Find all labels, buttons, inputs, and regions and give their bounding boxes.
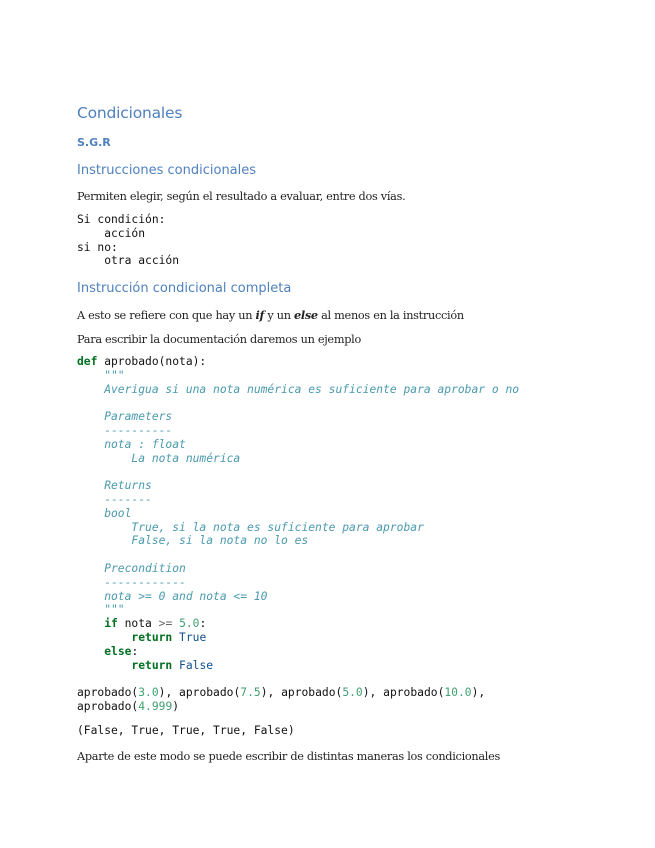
author-initials: S.G.R	[77, 136, 111, 149]
pseudocode-block	[77, 213, 179, 268]
condition-variable: nota	[117, 617, 159, 631]
colon: :	[131, 644, 139, 658]
docstring-line: nota >= 0 and nota <= 10	[77, 589, 268, 603]
call-argument: 5.0	[342, 686, 363, 699]
text-segment: A esto se refiere con que hay un	[77, 309, 256, 322]
comparison-operator: >=	[158, 617, 173, 631]
pseudocode-line: acción	[77, 226, 146, 240]
colon: :	[199, 617, 207, 631]
pseudocode-line: otra acción	[77, 254, 180, 268]
false-literal: False	[179, 658, 214, 672]
function-name: aprobado	[77, 699, 132, 713]
function-name: aprobado	[281, 686, 336, 699]
section-heading-completa: Instrucción condicional completa	[77, 281, 292, 296]
section2-paragraph-2: Para escribir la documentación daremos un ejemplo	[77, 333, 361, 346]
docstring-line: Precondition	[77, 561, 186, 575]
function-calls-block: aprobado(3.0), aprobado(7.5), aprobado(5.0), aprobado(10.0), aprobado(4.999)	[77, 686, 486, 713]
threshold-number: 5.0	[179, 617, 200, 631]
docstring-line: Parameters	[77, 410, 173, 424]
docstring-line: Returns	[77, 479, 152, 493]
function-name: aprobado	[383, 686, 438, 699]
docstring-line: La nota numérica	[77, 451, 241, 465]
else-keyword: else	[104, 644, 132, 658]
call-argument: 7.5	[240, 686, 261, 699]
docstring-line: ------------	[77, 575, 186, 589]
section2-paragraph	[77, 308, 464, 322]
closing-paragraph: Aparte de este modo se puede escribir de distintas maneras los condicionales	[77, 750, 500, 763]
return-keyword: return	[131, 658, 173, 672]
def-keyword: def	[77, 355, 98, 368]
function-name: aprobado	[77, 686, 132, 699]
if-keyword: if	[104, 617, 118, 631]
output-block: (False, True, True, True, False)	[77, 724, 295, 737]
document-title: Condicionales	[77, 104, 183, 122]
docstring-line: Averigua si una nota numérica es suficiente para aprobar o no	[77, 382, 520, 396]
docstring-line: False, si la nota no lo es	[77, 534, 309, 548]
pseudocode-line: si no:	[77, 240, 118, 254]
function-signature: aprobado(nota):	[97, 355, 207, 368]
docstring-line: bool	[77, 506, 132, 520]
docstring-line: """	[77, 603, 125, 617]
section1-paragraph: Permiten elegir, según el resultado a evaluar, entre dos vías.	[77, 190, 406, 203]
call-argument: 4.999	[138, 699, 173, 713]
call-argument: 10.0	[444, 686, 472, 699]
pseudocode-line: Si condición:	[77, 213, 166, 226]
docstring-line: True, si la nota es suficiente para aprobar	[77, 520, 424, 534]
true-literal: True	[179, 630, 207, 644]
python-code-block	[77, 355, 519, 672]
docstring-line: """	[77, 368, 125, 382]
keyword-if-emphasis: if	[255, 308, 265, 322]
docstring-line: ----------	[77, 423, 173, 437]
docstring-line: nota : float	[77, 437, 186, 451]
call-argument: 3.0	[138, 686, 159, 699]
return-keyword: return	[131, 630, 173, 644]
text-segment: y un	[264, 309, 294, 322]
docstring-line: -------	[77, 492, 152, 506]
section-heading-instrucciones: Instrucciones condicionales	[77, 163, 257, 178]
text-segment: al menos en la instrucción	[317, 309, 464, 322]
keyword-else-emphasis: else	[293, 308, 318, 322]
function-name: aprobado	[179, 686, 234, 699]
